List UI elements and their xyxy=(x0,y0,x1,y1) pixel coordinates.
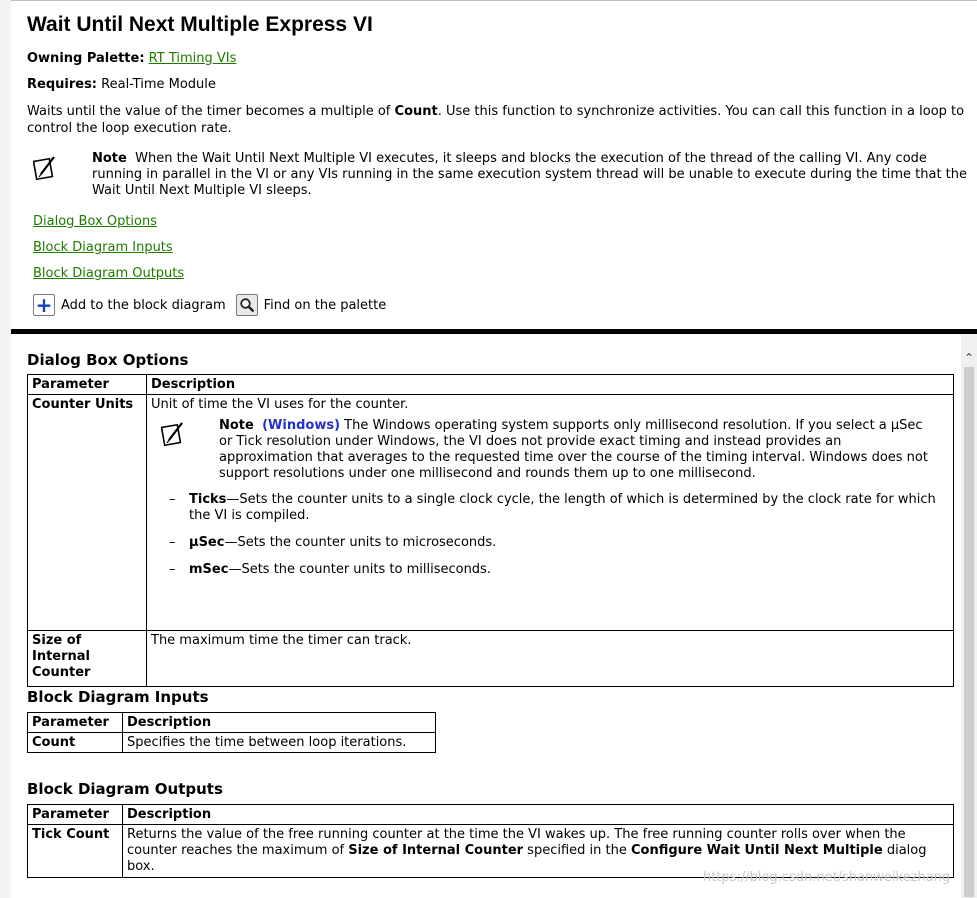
col-description: Description xyxy=(123,805,954,825)
owning-palette-link[interactable]: RT Timing VIs xyxy=(148,51,237,66)
list-item xyxy=(169,492,949,524)
block-diagram-outputs-table xyxy=(27,804,954,878)
col-description: Description xyxy=(147,375,954,395)
tick-count-text-mid: specified in the xyxy=(523,843,631,858)
windows-note-body: The Windows operating system supports only millisecond resolution. If you select a µSec or Tick resolution under Windows, the VI does not provide exact timing and instead provides an approximation that averages to the requested time over the course of the timing interval. Windows does not support resolutions under one millisecond and rounds them up to one millisecond. xyxy=(219,418,928,481)
description-count-term: Count xyxy=(394,104,438,119)
link-block-diagram-outputs[interactable]: Block Diagram Outputs xyxy=(33,266,185,281)
table-row xyxy=(28,631,954,687)
owning-palette-label: Owning Palette: xyxy=(27,51,145,66)
col-description: Description xyxy=(123,713,436,733)
scroll-thumb[interactable] xyxy=(964,367,974,897)
tick-count-text: Returns the value of the free running counter at the time the VI wakes up. The free running counter rolls over when the counter reaches the maximum of xyxy=(127,827,906,858)
dash: – xyxy=(169,562,176,577)
table-header-row xyxy=(28,375,954,395)
description-text-end: . Use this function to synchronize activities. You can call this function in a loop to control the loop execution rate. xyxy=(27,104,965,136)
block-diagram-inputs-table xyxy=(27,712,436,753)
owning-palette-line xyxy=(27,51,236,66)
watermark: https://blog.csdn.net/shanweikezhang xyxy=(703,870,951,885)
magnifier-icon[interactable] xyxy=(236,294,258,316)
option-ticks: Ticks xyxy=(189,492,227,507)
scroll-up-arrow[interactable]: ⌃ xyxy=(963,351,975,365)
option-msec: mSec xyxy=(189,562,229,577)
windows-note xyxy=(151,418,949,484)
tick-count-dialog-term: Configure Wait Until Next Multiple xyxy=(630,843,883,858)
help-window xyxy=(11,0,977,898)
dash: – xyxy=(169,535,176,550)
note-heading: Note xyxy=(92,151,127,166)
scroll-content xyxy=(11,334,961,898)
block-diagram-inputs-heading: Block Diagram Inputs xyxy=(27,688,209,706)
help-header xyxy=(11,1,975,327)
note-pencil-icon xyxy=(161,420,185,448)
dash: – xyxy=(169,492,176,507)
list-item xyxy=(169,562,949,578)
col-parameter: Parameter xyxy=(28,713,123,733)
note-heading: Note xyxy=(219,418,254,433)
page-title: Wait Until Next Multiple Express VI xyxy=(27,13,373,36)
tick-count-size-term: Size of Internal Counter xyxy=(348,843,524,858)
table-header-row xyxy=(28,805,954,825)
note-body: When the Wait Until Next Multiple VI executes, it sleeps and blocks the execution of the thread of the calling VI. Any code running in parallel in the VI or any VIs running in the same execution system thread will be unable to execute during the time that the Wait Until Next Multiple VI sleeps. xyxy=(92,151,968,198)
actions-row xyxy=(33,294,396,316)
option-msec-desc: —Sets the counter units to milliseconds. xyxy=(228,562,491,577)
option-usec: µSec xyxy=(189,535,225,550)
dialog-box-options-table xyxy=(27,374,954,687)
counter-units-desc: Unit of time the VI uses for the counter. xyxy=(151,397,409,412)
param-size-of-internal-counter: Size of Internal Counter xyxy=(28,631,147,687)
note-text xyxy=(92,151,972,199)
option-ticks-desc: —Sets the counter units to a single clock cycle, the length of which is determined by the clock rate for which the VI is compiled. xyxy=(189,492,936,523)
requires-line xyxy=(27,77,216,92)
plus-icon[interactable]: + xyxy=(33,294,55,316)
description-text: Waits until the value of the timer becomes a multiple of xyxy=(27,104,395,119)
dialog-box-options-heading: Dialog Box Options xyxy=(27,351,189,369)
size-of-counter-desc: The maximum time the timer can track. xyxy=(147,631,954,687)
windows-tag: (Windows) xyxy=(262,418,341,433)
list-item xyxy=(169,535,949,551)
param-count: Count xyxy=(28,733,123,753)
param-counter-units: Counter Units xyxy=(28,395,147,631)
counter-unit-options xyxy=(151,492,949,578)
param-tick-count: Tick Count xyxy=(28,825,123,878)
table-header-row xyxy=(28,713,436,733)
table-row xyxy=(28,733,436,753)
table-row xyxy=(28,395,954,631)
add-to-block-diagram-button[interactable]: Add to the block diagram xyxy=(61,297,226,313)
vi-description xyxy=(27,103,967,137)
requires-label: Requires: xyxy=(27,77,98,92)
option-usec-desc: —Sets the counter units to microseconds. xyxy=(224,535,497,550)
col-parameter: Parameter xyxy=(28,805,123,825)
note-pencil-icon xyxy=(33,154,57,182)
vertical-scrollbar[interactable] xyxy=(961,334,977,898)
link-dialog-box-options[interactable]: Dialog Box Options xyxy=(33,214,157,229)
section-links xyxy=(33,213,184,291)
find-on-palette-button[interactable]: Find on the palette xyxy=(263,297,387,313)
count-desc: Specifies the time between loop iterations. xyxy=(123,733,436,753)
requires-value: Real-Time Module xyxy=(101,77,216,92)
tick-count-text-end: dialog box. xyxy=(127,843,927,874)
col-parameter: Parameter xyxy=(28,375,147,395)
counter-units-desc-cell xyxy=(147,395,954,631)
block-diagram-outputs-heading: Block Diagram Outputs xyxy=(27,780,223,798)
windows-note-text xyxy=(219,418,939,482)
link-block-diagram-inputs[interactable]: Block Diagram Inputs xyxy=(33,240,173,255)
